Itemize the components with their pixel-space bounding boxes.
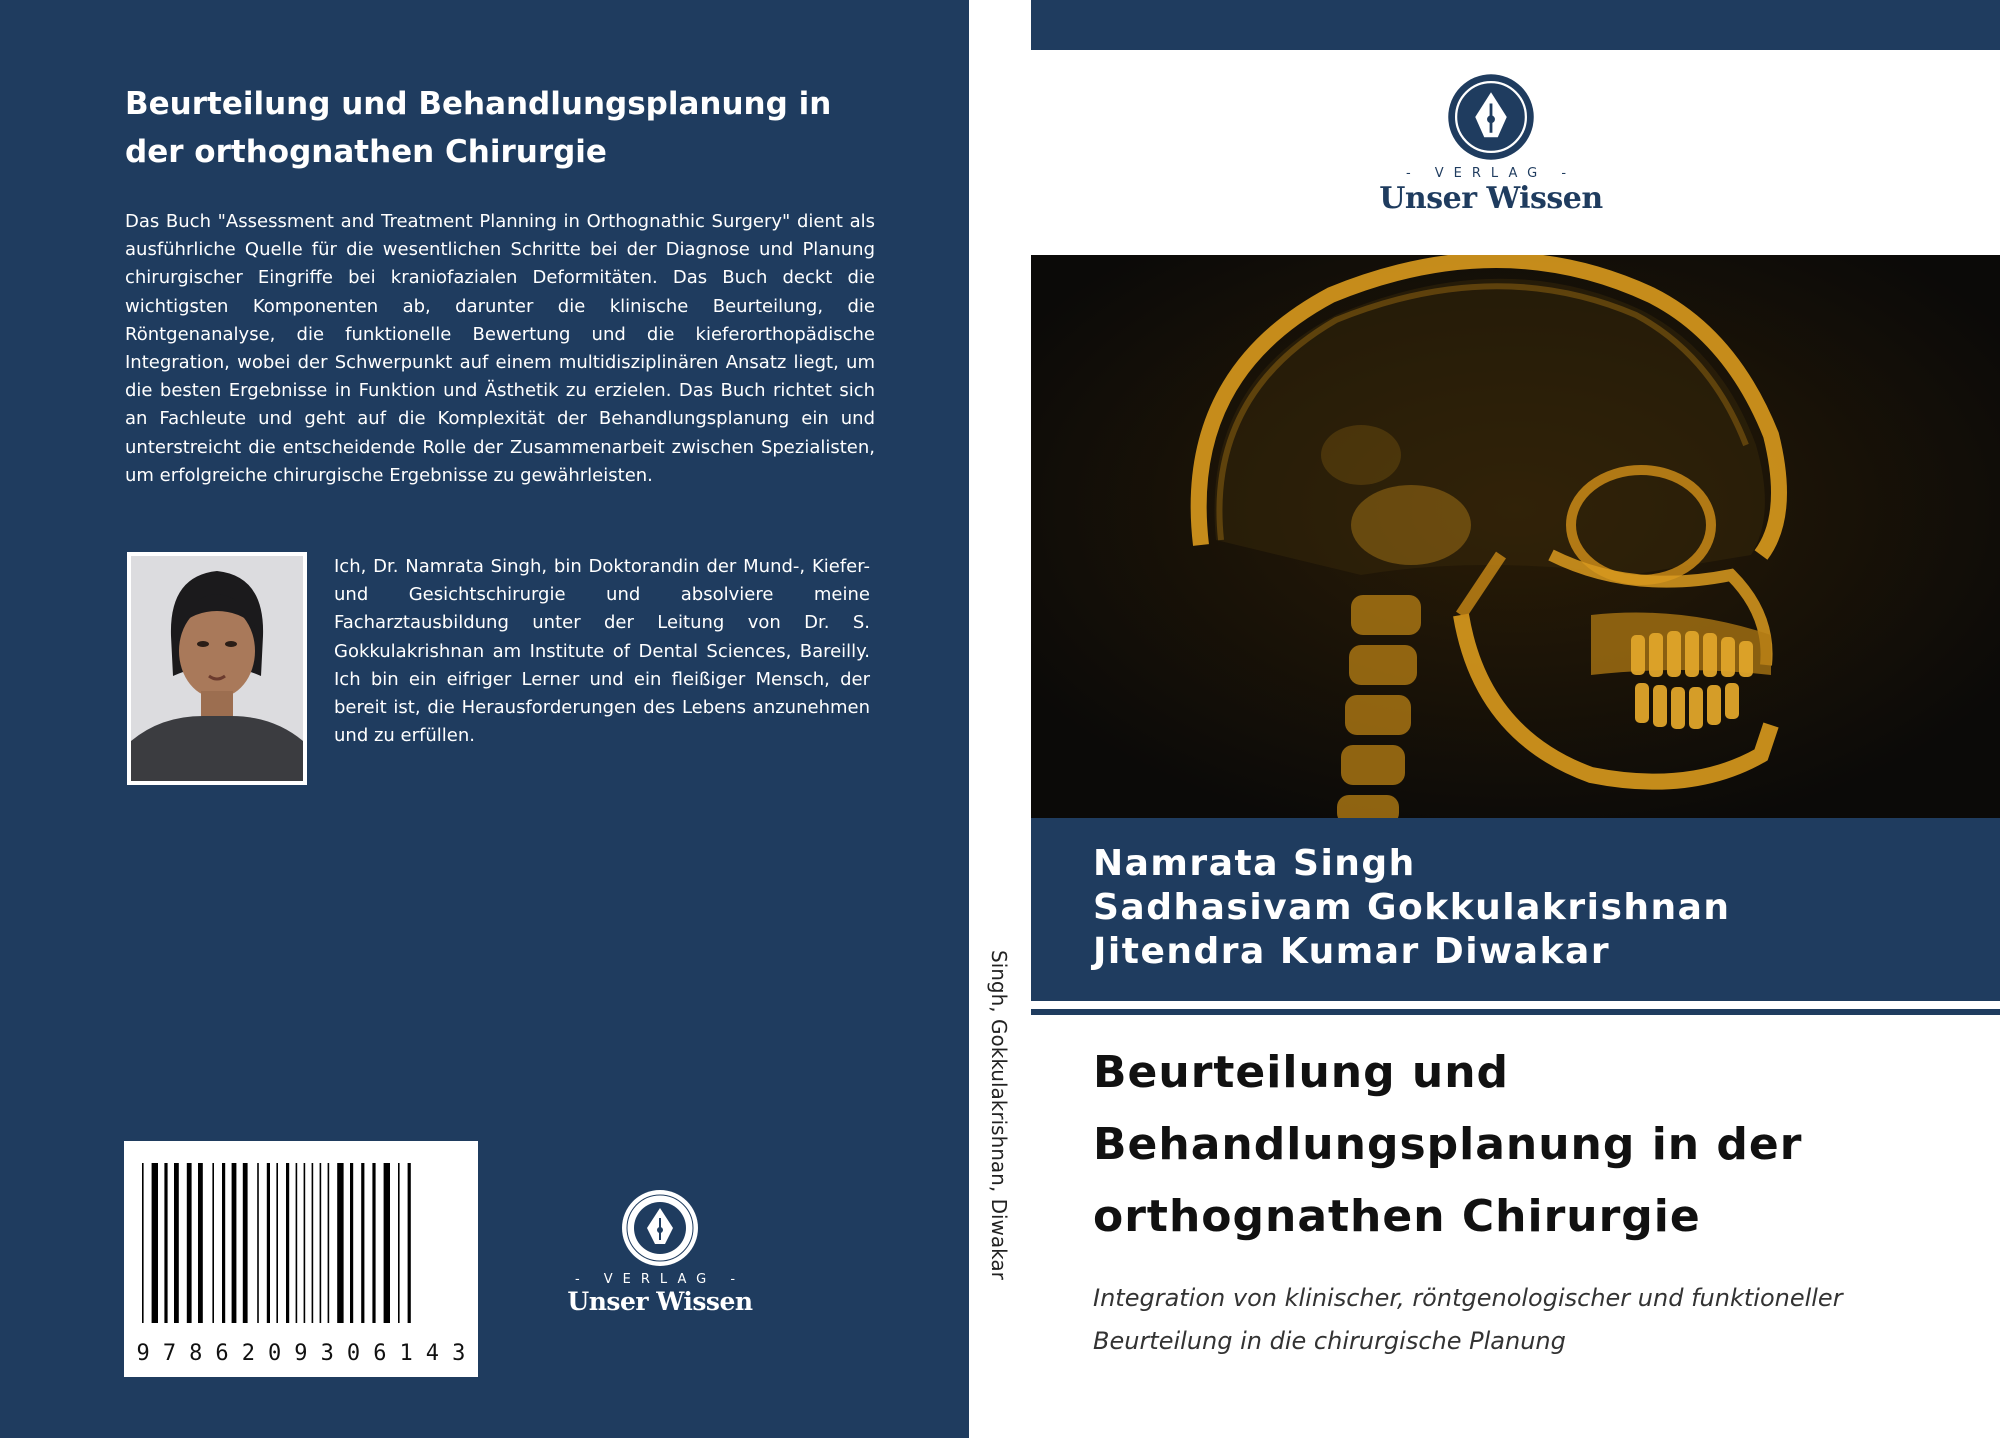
barcode-bar xyxy=(267,1163,270,1323)
barcode-bar xyxy=(372,1163,375,1323)
front-top-bar xyxy=(1031,0,2000,50)
publisher-name: Unser Wissen xyxy=(567,1287,753,1316)
spine xyxy=(969,0,1031,1438)
author-portrait-image xyxy=(131,556,303,781)
isbn-digit: 6 xyxy=(215,1341,229,1366)
barcode-bar xyxy=(174,1163,179,1323)
title-divider xyxy=(1031,1009,2000,1015)
isbn-digit: 3 xyxy=(452,1341,466,1366)
publisher-logo-front xyxy=(1371,72,1611,222)
isbn-digit: 7 xyxy=(162,1341,177,1366)
barcode-bar xyxy=(384,1163,390,1323)
isbn-barcode xyxy=(124,1141,478,1377)
barcode-bar xyxy=(152,1163,158,1323)
isbn-digit: 0 xyxy=(346,1341,361,1366)
isbn-digit: 9 xyxy=(136,1341,150,1366)
barcode-bar xyxy=(232,1163,237,1323)
barcode-bars xyxy=(124,1141,478,1341)
barcode-bar xyxy=(350,1163,353,1323)
author-photo xyxy=(127,552,307,785)
barcode-bar xyxy=(304,1163,306,1323)
barcode-bar xyxy=(164,1163,167,1323)
barcode-bar xyxy=(222,1163,225,1323)
barcode-bar xyxy=(243,1163,248,1323)
publisher-name: Unser Wissen xyxy=(1379,181,1603,216)
back-cover xyxy=(0,0,969,1438)
publisher-verlag-label: - VERLAG - xyxy=(574,1272,746,1287)
barcode-bar xyxy=(276,1163,278,1323)
authors-band xyxy=(1031,818,2000,1001)
barcode-bar xyxy=(296,1163,298,1323)
barcode-bar xyxy=(398,1163,400,1323)
isbn-digit: 4 xyxy=(425,1341,440,1366)
isbn-digit: 6 xyxy=(373,1341,387,1366)
front-cover xyxy=(1031,0,2000,1438)
barcode-bar xyxy=(337,1163,343,1323)
barcode-bar xyxy=(312,1163,314,1323)
barcode-bar xyxy=(212,1163,214,1323)
isbn-digit: 1 xyxy=(399,1341,413,1366)
barcode-bar xyxy=(142,1163,144,1323)
isbn-number xyxy=(124,1341,478,1365)
author-bio: Ich, Dr. Namrata Singh, bin Doktorandin der Mund-, Kiefer- und Gesichtschirurgie und absolviere meine Facharztausbildung unter der Leitung von Dr. S. Gokkulakrishnan am Institute of Dental Sciences, Bareilly. Ich bin ein eifriger Lerner und ein fleißiger Mensch, der bereit ist, die Herausforderungen des Lebens anzunehmen und zu erfüllen. xyxy=(334,556,870,747)
barcode-bar xyxy=(187,1163,192,1323)
barcode-bar xyxy=(257,1163,259,1323)
isbn-digit: 8 xyxy=(189,1341,203,1366)
barcode-bar xyxy=(286,1163,289,1323)
spine-authors: Singh, Gokkulakrishnan, Diwakar xyxy=(987,950,1011,1280)
back-cover-title: Beurteilung und Behandlungsplanung in der orthognathen Chirurgie xyxy=(125,86,832,170)
barcode-bar xyxy=(198,1163,203,1323)
isbn-digit: 0 xyxy=(268,1341,282,1366)
barcode-bar xyxy=(328,1163,330,1323)
front-cover-subtitle: Integration von klinischer, röntgenologischer und funktioneller Beurteilung in die chirurgische Planung xyxy=(1093,1284,1843,1355)
barcode-bar xyxy=(408,1163,411,1323)
skull-xray-image xyxy=(1031,255,2000,818)
publisher-verlag-label: - VERLAG - xyxy=(1405,166,1577,181)
barcode-bar xyxy=(320,1163,322,1323)
publisher-logo-back xyxy=(560,1188,760,1318)
author-name: Jitendra Kumar Diwakar xyxy=(1093,931,1611,972)
isbn-digit: 3 xyxy=(320,1341,334,1366)
front-cover-title: Beurteilung und Behandlungsplanung in der orthognathen Chirurgie xyxy=(1093,1047,1803,1242)
fountain-pen-nib-icon xyxy=(1446,72,1536,162)
author-name: Namrata Singh xyxy=(1093,843,1416,884)
skull-xray-illustration xyxy=(1031,255,2000,818)
isbn-digit: 2 xyxy=(241,1341,255,1366)
back-cover-description: Das Buch "Assessment and Treatment Planning in Orthognathic Surgery" dient als ausführliche Quelle für die wesentlichen Schritte bei der Diagnose und Planung chirurgischer Eingriffe bei kraniofazialen Deformitäten. Das Buch deckt die wichtigsten Komponenten ab, darunter die klinische Beurteilung, die Röntgenanalyse, die funktionelle Bewertung und die kieferorthopädische Integration, wobei der Schwerpunkt auf einem multidisziplinären Ansatz liegt, um die besten Ergebnisse in Funktion und Ästhetik zu erzielen. Das Buch richtet sich an Fachleute und geht auf die Komplexität der Behandlungsplanung ein und unterstreicht die entscheidende Rolle der Zusammenarbeit zwischen Spezialisten, um erfolgreiche chirurgische Ergebnisse zu gewährleisten. xyxy=(125,211,875,486)
barcode-bar xyxy=(361,1163,364,1323)
isbn-digit: 9 xyxy=(294,1341,308,1366)
fountain-pen-nib-icon xyxy=(620,1188,700,1268)
author-name: Sadhasivam Gokkulakrishnan xyxy=(1093,887,1731,928)
